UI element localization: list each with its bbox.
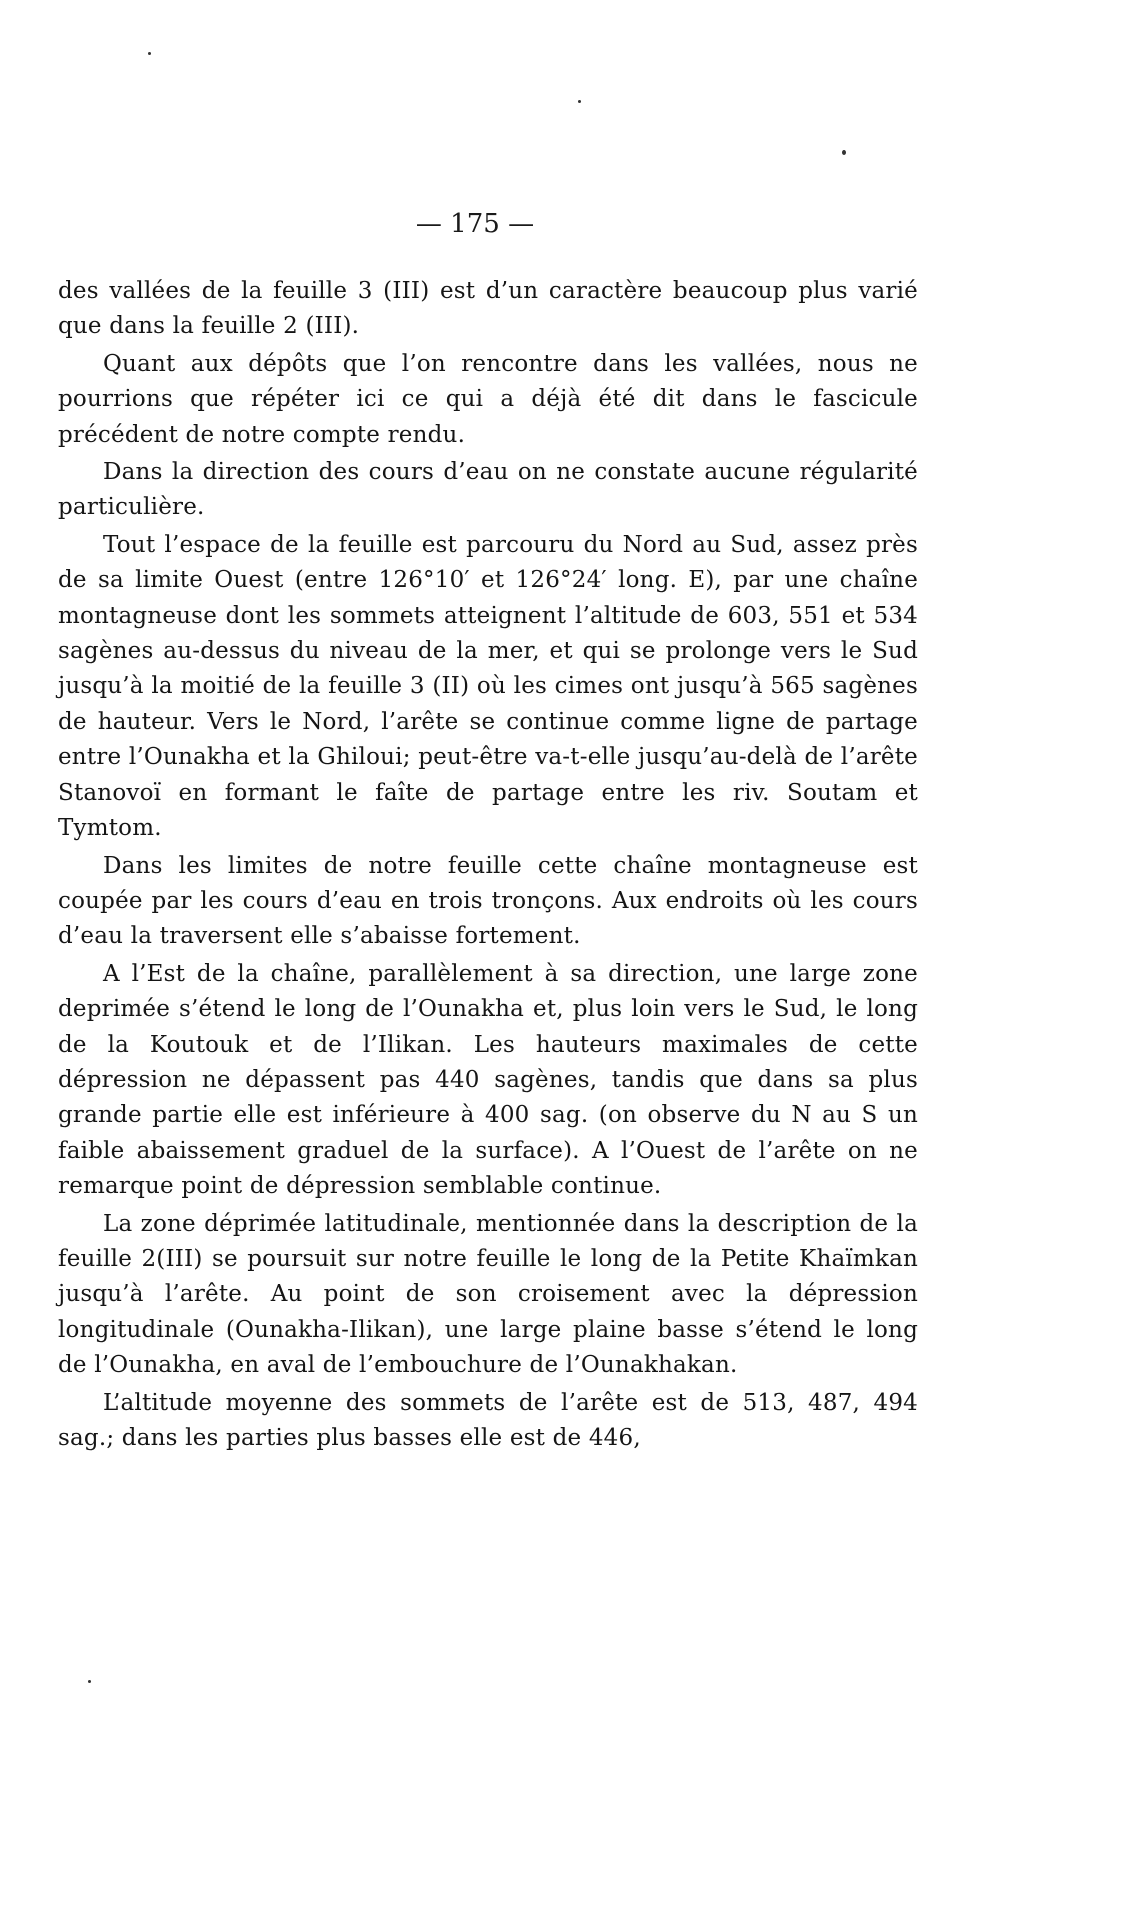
- paragraph: L’altitude moyenne des sommets de l’arête est de 513, 487, 494 sag.; dans les parties plus basses elle est de 446,: [58, 1389, 918, 1451]
- paragraph: Tout l’espace de la feuille est parcouru du Nord au Sud, assez près de sa limite Ouest (entre 126°10′ et 126°24′ long. E), par une chaîne montagneuse dont les sommets atteignent l’altitude de 603, 551 et 534 sagènes au-dessus du niveau de la mer, et qui se prolonge vers le Sud jusqu’à la moitié de la feuille 3 (II) où les cimes ont jusqu’à 565 sagènes de hauteur. Vers le Nord, l’arête se continue comme ligne de partage entre l’Ounakha et la Ghiloui; peut-être va-t-elle jusqu’au-delà de l’arête Stanovoï en formant le faîte de partage entre les riv. Soutam et Tymtom.: [58, 531, 918, 842]
- scan-speck: [842, 150, 846, 155]
- scan-speck: [88, 1680, 91, 1683]
- paragraph: Quant aux dépôts que l’on rencontre dans les vallées, nous ne pourrions que répéter ici ce qui a déjà été dit dans le fascicule précédent de notre compte rendu.: [58, 350, 918, 448]
- page-number: — 175 —: [415, 209, 535, 239]
- paragraph: des vallées de la feuille 3 (III) est d’un caractère beaucoup plus varié que dans la feuille 2 (III).: [58, 278, 918, 340]
- scan-speck: [578, 100, 581, 103]
- paragraph: A l’Est de la chaîne, parallèlement à sa direction, une large zone deprimée s’étend le long de l’Ounakha et, plus loin vers le Sud, le long de la Koutouk et de l’Ilikan. Les hauteurs maximales de cette dépression ne dépassent pas 440 sagènes, tandis que dans sa plus grande partie elle est inférieure à 400 sag. (on observe du N au S un faible abaissement graduel de la surface). A l’Ouest de l’arête on ne remarque point de dépression semblable continue.: [58, 960, 918, 1200]
- body-text: [58, 274, 918, 1458]
- paragraph: Dans la direction des cours d’eau on ne constate aucune régularité particulière.: [58, 459, 918, 521]
- paragraph: La zone déprimée latitudinale, mentionnée dans la description de la feuille 2(III) se poursuit sur notre feuille le long de la Petite Khaïmkan jusqu’à l’arête. Au point de son croisement avec la dépression longitudinale (Ounakha-Ilikan), une large plaine basse s’étend le long de l’Ounakha, en aval de l’embouchure de l’Ounakhakan.: [58, 1210, 918, 1379]
- scan-speck: [148, 52, 151, 55]
- paragraph: Dans les limites de notre feuille cette chaîne montagneuse est coupée par les cours d’eau en trois tronçons. Aux endroits où les cours d’eau la traversent elle s’abaisse fortement.: [58, 852, 918, 950]
